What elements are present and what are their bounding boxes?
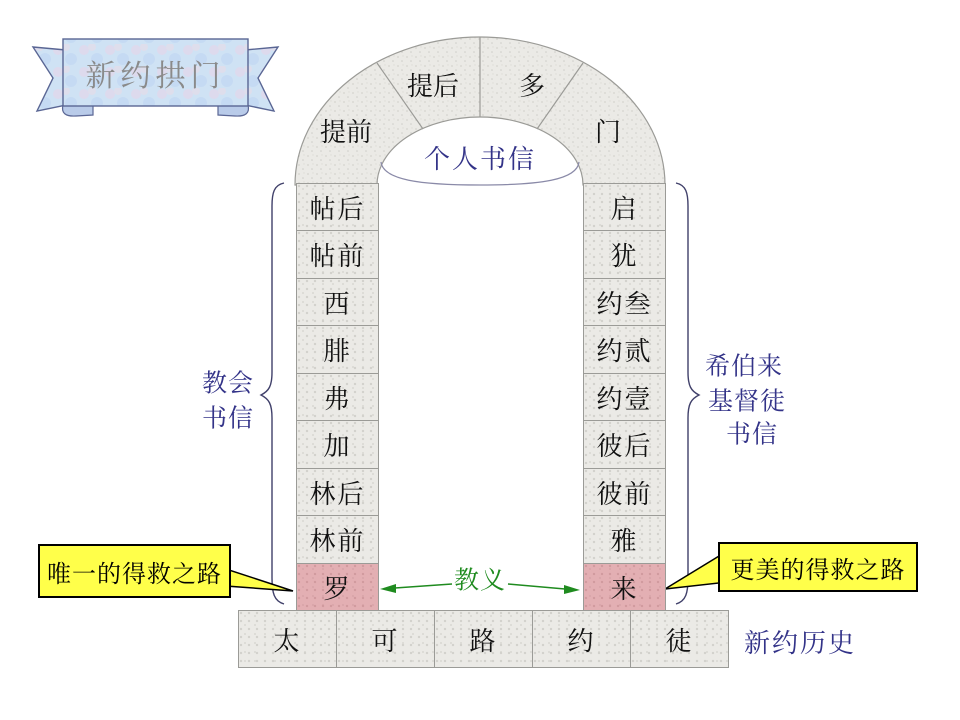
arch-block-label: 帖后	[309, 194, 366, 225]
hebrew-christian-label-line1: 希伯来	[704, 351, 784, 381]
arch-block	[583, 373, 666, 421]
arch-block	[583, 183, 666, 231]
doctrine-label: 教义	[453, 565, 507, 595]
arch-label-titus: 多	[518, 71, 546, 102]
right-callout	[718, 542, 918, 592]
arch-block-label: 腓	[323, 337, 352, 367]
arch-block-label: 弗	[323, 384, 352, 415]
arch-block	[296, 420, 379, 469]
arch-block	[583, 420, 666, 469]
nt-history-label: 新约历史	[743, 628, 857, 659]
arch-block-label: 约壹	[596, 384, 653, 415]
arch-block	[296, 278, 379, 326]
church-letters-label-line1: 教会	[201, 368, 255, 398]
arch-block-label: 犹	[610, 242, 639, 272]
arch-block	[296, 563, 379, 611]
arch-block-label: 彼前	[596, 479, 653, 510]
arch-block-label: 来	[610, 574, 639, 605]
arch-block-label: 帖前	[309, 242, 366, 272]
arch-block	[583, 515, 666, 564]
arch-block	[296, 230, 379, 279]
foundation-block-label: 约	[567, 626, 596, 657]
personal-letters-label: 个人书信	[423, 144, 537, 175]
arch-block	[296, 325, 379, 374]
hebrew-christian-label-line3: 书信	[725, 419, 779, 449]
foundation-block-label: 路	[469, 626, 498, 657]
foundation-block-label: 太	[273, 626, 302, 657]
arrow-head-right	[564, 585, 580, 594]
banner-title: 新约拱门	[85, 58, 226, 94]
ribbon-left-tail	[33, 47, 66, 111]
arch-block-label: 罗	[323, 574, 352, 605]
right-brace	[676, 183, 699, 604]
arch-block	[296, 373, 379, 421]
foundation-block-label: 可	[371, 626, 400, 657]
hebrew-christian-label-line2: 基督徒	[707, 386, 787, 416]
left-callout	[38, 544, 231, 598]
arch-block	[296, 515, 379, 564]
foundation-block	[532, 610, 631, 668]
arch-block-label: 约叁	[596, 289, 653, 320]
arch-block	[583, 563, 666, 611]
arch-block	[296, 183, 379, 231]
foundation-block-label: 徒	[665, 626, 694, 657]
arch-block-label: 启	[610, 194, 639, 225]
left-brace	[261, 183, 284, 604]
arch-block	[583, 278, 666, 326]
left-callout-tail	[226, 569, 293, 591]
arch-label-philemon: 门	[594, 117, 622, 148]
arch-block-label: 彼后	[596, 432, 653, 462]
left-callout-text: 唯一的得救之路	[47, 559, 222, 588]
arch-block	[583, 325, 666, 374]
arch-block	[583, 230, 666, 279]
arch-block-label: 林后	[309, 479, 366, 510]
foundation-block	[238, 610, 337, 668]
foundation-block	[336, 610, 435, 668]
arch-label-2timothy: 提后	[406, 71, 460, 102]
foundation-block	[630, 610, 729, 668]
right-callout-text: 更美的得救之路	[730, 555, 906, 584]
arch-block-label: 约贰	[596, 337, 653, 367]
arch-block	[296, 468, 379, 516]
church-letters-label-line2: 书信	[201, 403, 255, 433]
ribbon-right-tail	[245, 47, 278, 111]
arch-block-label: 加	[323, 432, 352, 462]
right-callout-tail	[665, 553, 724, 589]
arch-block-label: 西	[323, 289, 352, 320]
arrow-head-left	[380, 584, 396, 593]
arch-block-label: 雅	[610, 527, 639, 557]
arch-label-1timothy: 提前	[319, 117, 373, 148]
foundation-block	[434, 610, 533, 668]
arch-block-label: 林前	[309, 527, 366, 557]
arch-block	[583, 468, 666, 516]
